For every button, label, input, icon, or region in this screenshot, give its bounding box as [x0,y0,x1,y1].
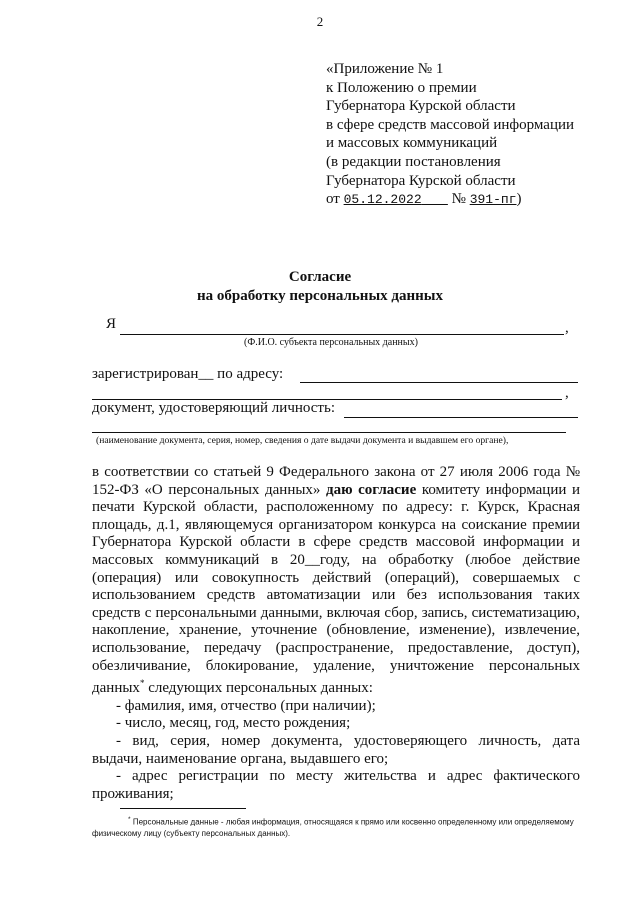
appendix-line: в сфере средств массовой информации [326,116,575,133]
closing-paren: ) [516,191,522,208]
footnote [92,814,582,839]
i-label: Я [106,316,117,332]
consent-paragraph: в соответствии со статьей 9 Федерального закона от 27 июля 2006 года № 152-ФЗ «О персональных данных» даю согласие комитету информации и печати Курской области, расположенному по адресу: г. Курск, Красная площадь, д.1, являющемуся организатором конкурса на соискание премии Губернатора Курской области в сфере средств массовой информации и массовых коммуникаций в 20__году, на обработку (любое действие (операция) или совокупность действий (операций), совершаемых с использованием средств автоматизации или без использования таких средств с персональными данными, включая сбор, запись, систематизацию, накопление, хранение, уточнение (обновление, изменение), извлечение, использование, передачу (распространение, предоставление, доступ), обезличивание, блокирование, удаление, уничтожение персональных данных* следующих персональных данных: [92,464,580,697]
appendix-line: Губернатора Курской области [326,98,516,115]
appendix-line: к Положению о премии [326,79,477,96]
consent-body [92,464,580,803]
decree-date: 05.12.2022 [343,192,422,208]
footnote-star: * [128,816,131,823]
list-item: - вид, серия, номер документа, удостоверяющего личность, дата выдачи, наименование органа, выдавшего его; [92,732,580,767]
appendix-block [326,60,574,210]
list-item: - число, месяц, год, место рождения; [116,715,351,732]
appendix-line: (в редакции постановления [326,153,501,170]
comma: , [565,385,569,401]
address-field[interactable] [300,382,578,383]
document-field-continued[interactable] [92,432,566,433]
document-caption: (наименование документа, серия, номер, сведения о дате выдачи документа и выдавшем его органе), [96,435,509,446]
document-field[interactable] [344,417,578,418]
fio-field[interactable] [120,334,564,335]
footnote-mark: * [139,678,145,689]
list-item: - адрес регистрации по месту жительства и адрес фактического проживания; [92,768,580,802]
number-prefix: № [451,191,466,208]
fio-caption: (Ф.И.О. субъекта персональных данных) [244,337,418,348]
registered-label: зарегистрирован__ по адресу: [92,366,284,382]
date-prefix: от [326,191,340,208]
document-subtitle: на обработку персональных данных [197,288,443,304]
decree-number: 391-пг [469,192,517,208]
appendix-date-line [326,190,574,210]
document-title: Согласие [288,269,352,285]
footnote-text: Персональные данные - любая информация, относящаяся к прямо или косвенно определенному или определяемому физическому лицу (субъекту персональных данных). [92,817,574,838]
appendix-line: «Приложение № 1 [326,61,444,77]
list-item: - фамилия, имя, отчество (при наличии); [116,697,376,714]
appendix-line: Губернатора Курской области [326,172,516,189]
comma: , [565,320,569,336]
footnote-divider [120,808,246,809]
document-label: документ, удостоверяющий личность: [92,400,335,416]
consent-phrase: даю согласие [326,481,417,498]
page-number: 2 [316,14,324,29]
appendix-line: и массовых коммуникаций [326,135,498,152]
